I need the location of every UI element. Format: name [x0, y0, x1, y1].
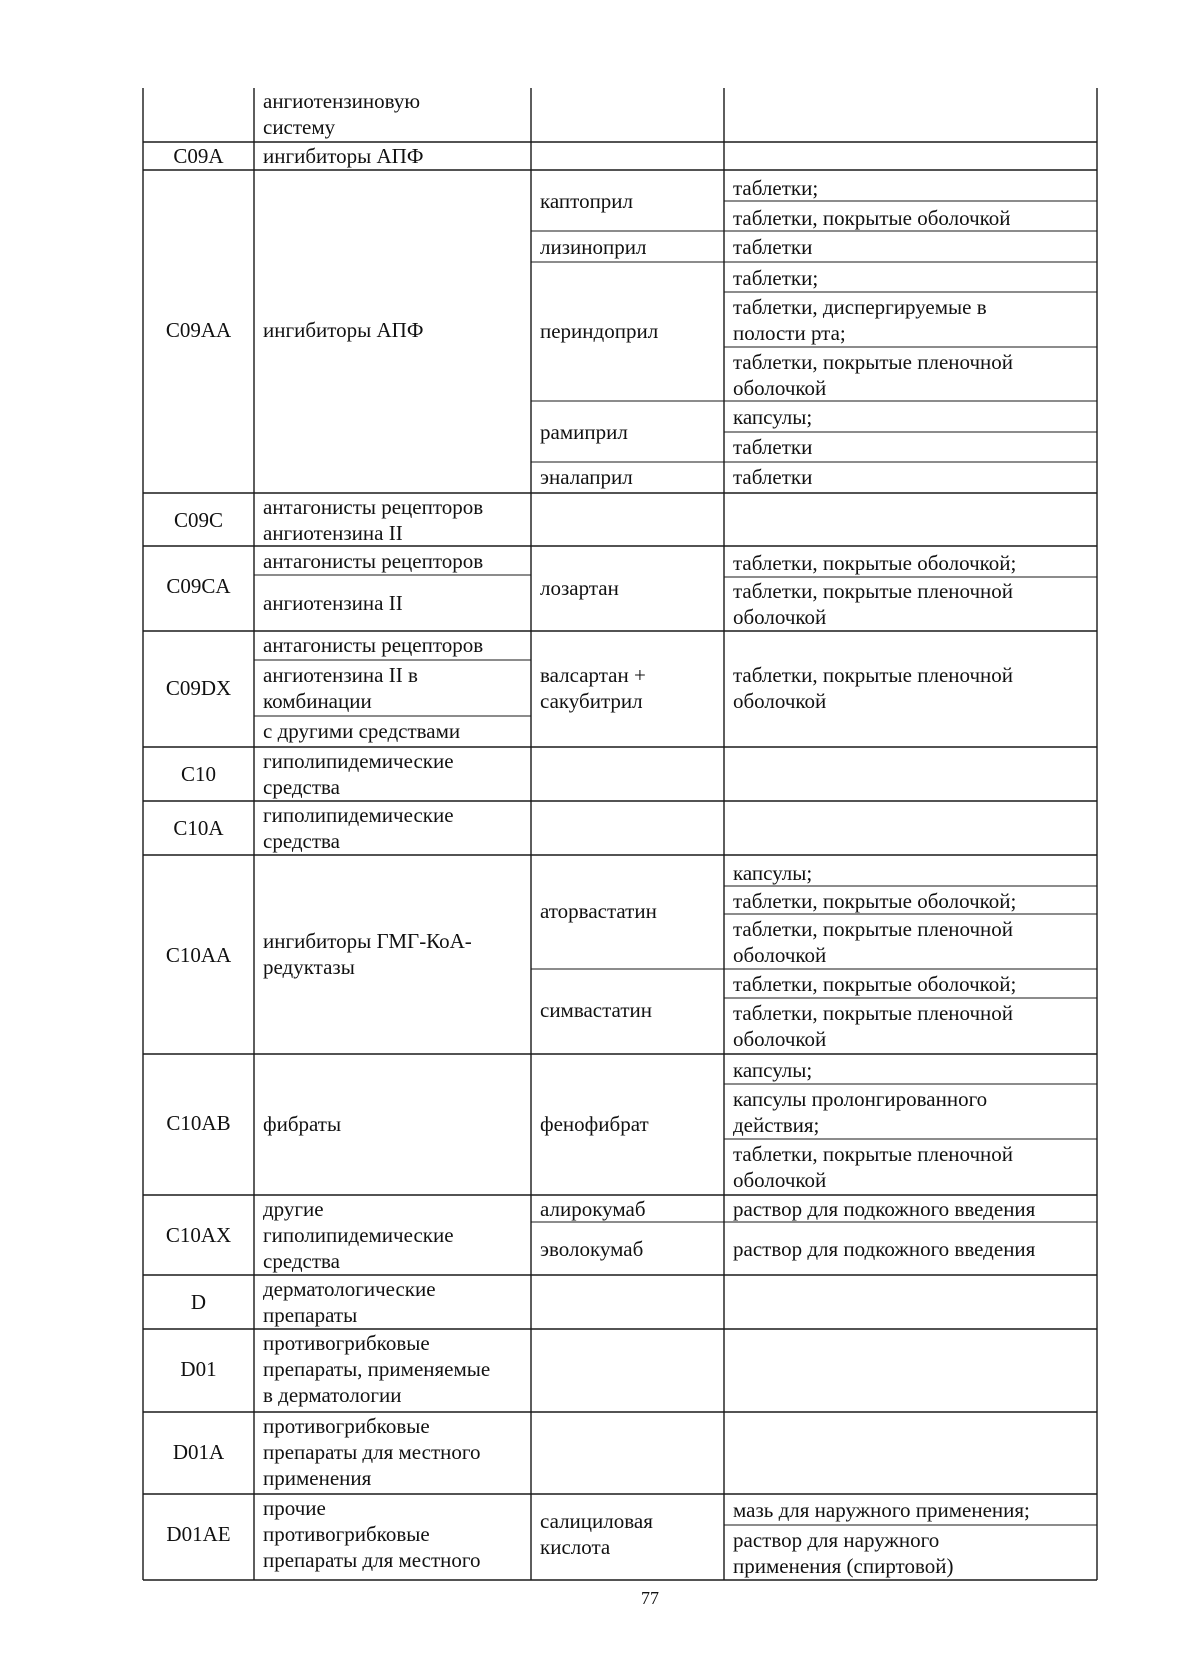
- group-text: фибраты: [263, 1112, 342, 1136]
- group-text: препараты, применяемые: [263, 1357, 491, 1381]
- dosage-form: таблетки, диспергируемые в: [733, 295, 987, 319]
- atc-code: C09AA: [165, 318, 232, 342]
- group-text: в дерматологии: [263, 1383, 402, 1407]
- drug-name: лизиноприл: [540, 235, 647, 259]
- dosage-form: таблетки, покрытые пленочной: [733, 1142, 1014, 1166]
- dosage-form: таблетки, покрытые пленочной: [733, 663, 1014, 687]
- page-number: 77: [641, 1588, 659, 1608]
- group-text: с другими средствами: [263, 719, 461, 743]
- group-text: антагонисты рецепторов: [263, 549, 484, 573]
- drug-name: эволокумаб: [540, 1237, 644, 1261]
- dosage-form: капсулы;: [733, 1058, 813, 1082]
- group-text: гиполипидемические: [263, 803, 454, 827]
- drug-name: эналаприл: [540, 465, 633, 489]
- group-text: другие: [263, 1197, 324, 1221]
- dosage-form: таблетки, покрытые оболочкой: [733, 206, 1011, 230]
- group-text: гиполипидемические: [263, 749, 454, 773]
- group-text: препараты для местного: [263, 1548, 481, 1572]
- dosage-form: оболочкой: [733, 689, 827, 713]
- group-text: применения: [263, 1466, 372, 1490]
- dosage-form: мазь для наружного применения;: [733, 1498, 1030, 1522]
- dosage-form: оболочкой: [733, 605, 827, 629]
- dosage-form: таблетки: [733, 465, 813, 489]
- group-text: ангиотензина II в: [263, 663, 418, 687]
- drug-name: валсартан +: [540, 663, 646, 687]
- group-text: ингибиторы ГМГ-КоА-: [263, 929, 472, 953]
- group-text: ингибиторы АПФ: [263, 144, 424, 168]
- group-text: редуктазы: [263, 955, 355, 979]
- group-text: противогрибковые: [263, 1414, 430, 1438]
- drug-name: кислота: [540, 1535, 611, 1559]
- group-text: прочие: [263, 1496, 326, 1520]
- drug-name: сакубитрил: [540, 689, 643, 713]
- atc-code: C10: [180, 762, 216, 786]
- atc-code: D: [190, 1290, 207, 1314]
- atc-code: C09CA: [166, 574, 231, 598]
- drug-name: лозартан: [540, 576, 619, 600]
- drug-name: аторвастатин: [540, 899, 657, 923]
- dosage-form: применения (спиртовой): [733, 1554, 954, 1578]
- drug-name: салициловая: [540, 1509, 653, 1533]
- group-text: антагонисты рецепторов: [263, 633, 484, 657]
- dosage-form: полости рта;: [733, 321, 846, 345]
- dosage-form: капсулы;: [733, 405, 813, 429]
- dosage-form: оболочкой: [733, 943, 827, 967]
- dosage-form: таблетки;: [733, 266, 819, 290]
- group-text: средства: [263, 775, 341, 799]
- group-text: противогрибковые: [263, 1522, 430, 1546]
- dosage-form: таблетки: [733, 235, 813, 259]
- dosage-form: таблетки, покрытые пленочной: [733, 1001, 1014, 1025]
- dosage-form: таблетки, покрытые пленочной: [733, 350, 1014, 374]
- dosage-form: раствор для наружного: [733, 1528, 940, 1552]
- group-text: ингибиторы АПФ: [263, 318, 424, 342]
- atc-code: C10AB: [166, 1111, 231, 1135]
- atc-code: C09A: [173, 144, 224, 168]
- atc-code: D01AE: [166, 1522, 231, 1546]
- group-text: антагонисты рецепторов: [263, 495, 484, 519]
- dosage-form: таблетки, покрытые оболочкой;: [733, 551, 1017, 575]
- atc-code: C10A: [173, 816, 224, 840]
- atc-code: C09DX: [165, 676, 232, 700]
- dosage-form: действия;: [733, 1113, 820, 1137]
- atc-code: C09C: [173, 508, 223, 532]
- dosage-form: таблетки, покрытые оболочкой;: [733, 889, 1017, 913]
- group-text: ангиотензина II: [263, 591, 403, 615]
- dosage-form: оболочкой: [733, 1027, 827, 1051]
- group-text: ангиотензиновую: [263, 89, 421, 113]
- group-text: дерматологические: [263, 1277, 436, 1301]
- dosage-form: таблетки, покрытые оболочкой;: [733, 972, 1017, 996]
- drug-name: алирокумаб: [540, 1197, 646, 1221]
- dosage-form: таблетки, покрытые пленочной: [733, 579, 1014, 603]
- dosage-form: капсулы пролонгированного: [733, 1087, 988, 1111]
- dosage-form: раствор для подкожного введения: [733, 1197, 1036, 1221]
- drug-name: рамиприл: [540, 420, 628, 444]
- group-text: гиполипидемические: [263, 1223, 454, 1247]
- drug-name: каптоприл: [540, 189, 634, 213]
- dosage-form: таблетки, покрытые пленочной: [733, 917, 1014, 941]
- drug-name: фенофибрат: [540, 1112, 649, 1136]
- dosage-form: таблетки: [733, 435, 813, 459]
- group-text: средства: [263, 829, 341, 853]
- dosage-form: раствор для подкожного введения: [733, 1237, 1036, 1261]
- atc-code: D01A: [172, 1440, 225, 1464]
- group-text: препараты: [263, 1303, 358, 1327]
- group-text: препараты для местного: [263, 1440, 481, 1464]
- drug-name: симвастатин: [540, 998, 652, 1022]
- dosage-form: оболочкой: [733, 376, 827, 400]
- group-text: противогрибковые: [263, 1331, 430, 1355]
- dosage-form: таблетки;: [733, 176, 819, 200]
- dosage-form: оболочкой: [733, 1168, 827, 1192]
- dosage-form: капсулы;: [733, 861, 813, 885]
- atc-code: D01: [180, 1357, 217, 1381]
- atc-code: C10AA: [165, 943, 232, 967]
- group-text: средства: [263, 1249, 341, 1273]
- atc-code: C10AX: [165, 1223, 232, 1247]
- group-text: комбинации: [263, 689, 372, 713]
- group-text: систему: [263, 115, 336, 139]
- drug-name: периндоприл: [540, 319, 659, 343]
- group-text: ангиотензина II: [263, 521, 403, 545]
